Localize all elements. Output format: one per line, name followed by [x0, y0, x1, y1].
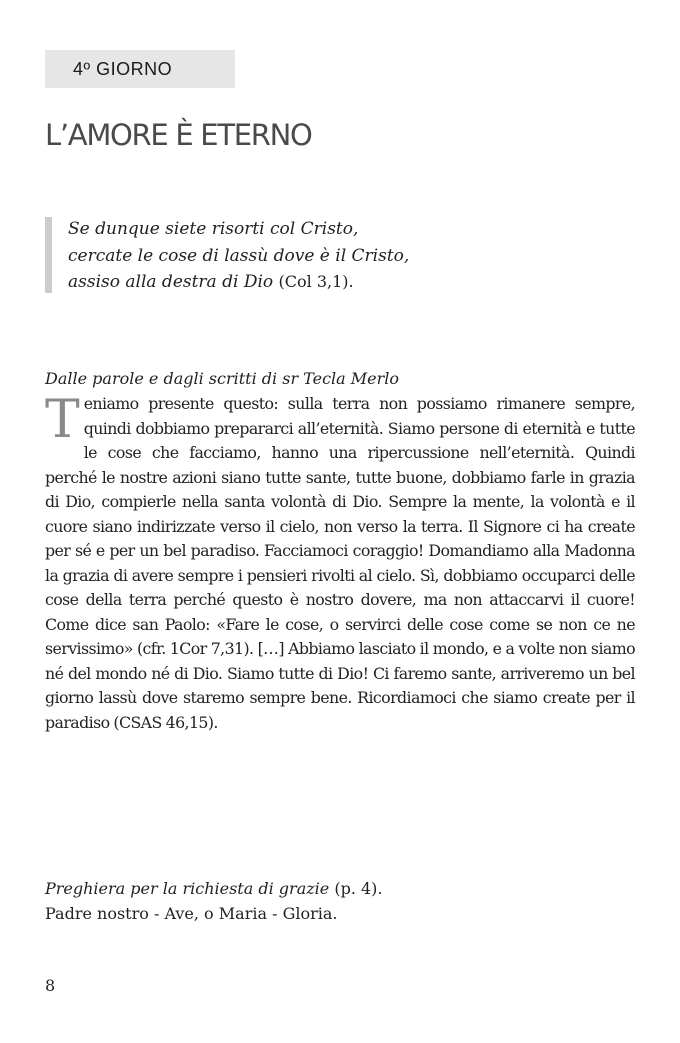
prayer-page-ref: (p. 4).: [329, 879, 383, 898]
source-attribution: Dalle parole e dagli scritti di sr Tecla Merlo: [45, 369, 400, 388]
prayer-title: Preghiera per la richiesta di grazie: [45, 879, 330, 898]
quote-bar: [45, 217, 52, 293]
page-number: 8: [45, 976, 56, 995]
quote-reference: (Col 3,1).: [278, 272, 354, 291]
day-label: 4º GIORNO: [45, 50, 235, 88]
prayer-line: Padre nostro - Ave, o Maria - Gloria.: [45, 904, 338, 923]
quote-line: [68, 269, 628, 296]
prayer-reference: [45, 876, 383, 902]
quote-line-text: assiso alla destra di Dio: [68, 272, 274, 292]
body-paragraph: [45, 392, 635, 735]
quote-line: Se dunque siete risorti col Cristo,: [68, 219, 359, 239]
quote-line: cercate le cose di lassù dove è il Cristo,: [68, 245, 410, 266]
drop-cap: T: [45, 390, 80, 450]
body-text: eniamo presente questo: sulla terra non possiamo rimanere sempre, quindi dobbiamo prepararci all’eternità. Siamo persone di eternità e tutte le cose che facciamo, hanno una ripercussione nell’eternità. Quindi perché le nostre azioni siano tutte sante, tutte buone, dobbiamo farle in grazia di Dio, compierle nella santa volontà di Dio. Sempre la mente, la volontà e il cuore siano indirizzate verso il cielo, non verso la terra. Il Signore ci ha create per sé e per un bel paradiso. Facciamoci coraggio! Domandiamo alla Madonna la grazia di avere sempre i pensieri rivolti al cielo. Sì, dobbiamo occuparci delle cose della terra perché questo è nostro dovere, ma non attaccarvi il cuore! Come dice san Paolo: «Fare le cose, o servirci delle cose come se non ce ne servissimo» (cfr. 1Cor 7,31). […] Abbiamo lasciato il mondo, e a volte non siamo né del mondo né di Dio. Siamo tutte di Dio! Ci faremo sante, arriveremo un bel giorno lassù dove staremo sempre bene. Ricordiamoci che siamo create per il paradiso (CSAS 46,15).: [45, 394, 635, 732]
scripture-quote: [68, 216, 628, 296]
page-title: L’AMORE È ETERNO: [45, 118, 312, 152]
